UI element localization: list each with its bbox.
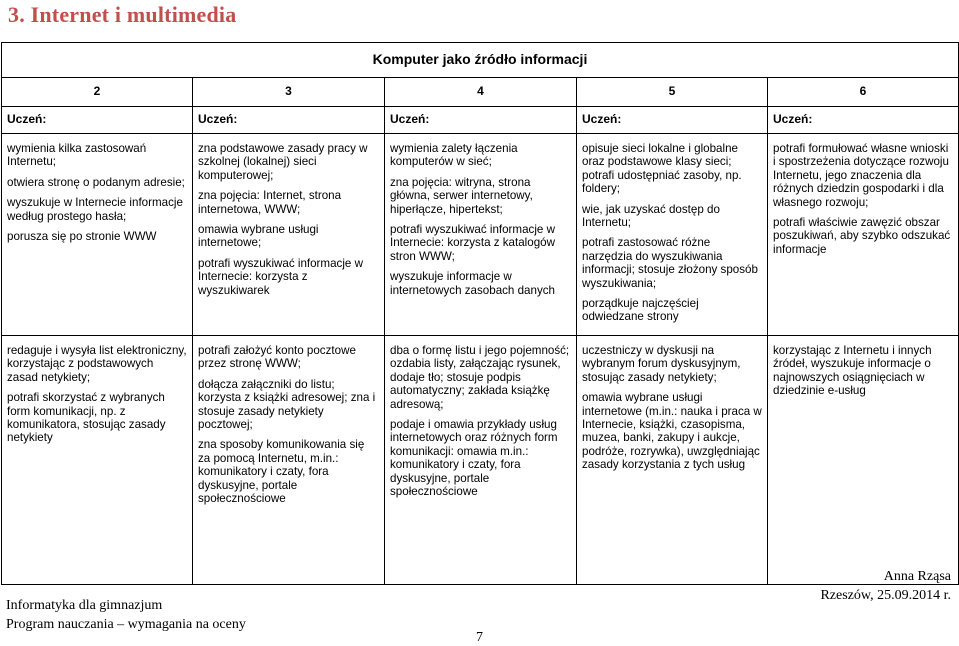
cell-grade-4 [385, 134, 577, 336]
requirement-item: wyszukuje informacje w internetowych zasobach danych [390, 270, 555, 297]
requirement-item: porządkuje najczęściej odwiedzane strony [582, 297, 699, 324]
requirement-item: potrafi formułować własne wnioski i spostrzeżenia dotyczące rozwoju Internetu, jego znaczenia dla różnych dziedzin gospodarki i dla własnego rozwoju; [773, 142, 949, 209]
requirement-item: dba o formę listu i jego pojemność; ozdabia listy, załączając rysunek, dodaje tło; stosuje podpis automatyczny; zakłada książkę adresową; [390, 344, 570, 411]
requirement-item: omawia wybrane usługi internetowe (m.in.: nauka i praca w Internecie, książki, czasopisma, muzea, banki, zakupy i aukcje, podróże, rozrywka), uwzględniając zasady korzystania z tych usług [582, 391, 762, 472]
requirements-table [1, 42, 959, 585]
grade-number-row [2, 78, 959, 107]
table-row [2, 134, 959, 336]
requirement-item: podaje i omawia przykłady usług internetowych oraz różnych form komunikacji: omawia m.in.: komunikatory i czaty, fora dyskusyjne, portale społecznościowe [390, 418, 558, 499]
requirement-item: zna pojęcia: Internet, strona internetowa, WWW; [198, 189, 342, 216]
table-title: Komputer jako źródło informacji [2, 43, 959, 78]
page-number: 7 [476, 630, 483, 645]
cell-grade-2 [2, 336, 193, 585]
cell-grade-5 [577, 134, 768, 336]
grade-6: 6 [768, 78, 959, 107]
footer-program-info [6, 596, 246, 634]
requirement-item: zna sposoby komunikowania się za pomocą Internetu, m.in.: komunikatory i czaty, fora dyskusyjne, portale społecznościowe [198, 438, 365, 506]
requirement-item: redaguje i wysyła list elektroniczny, korzystając z podstawowych zasad netykiety; [7, 344, 187, 384]
grade-2: 2 [2, 78, 193, 107]
requirement-item: opisuje sieci lokalne i globalne oraz podstawowe klasy sieci; potrafi udostępniać zasoby, np. foldery; [582, 142, 742, 196]
requirement-item: uczestniczy w dyskusji na wybranym forum dyskusyjnym, stosując zasady netykiety; [582, 344, 741, 384]
grade-5: 5 [577, 78, 768, 107]
cell-grade-4 [385, 336, 577, 585]
cell-grade-2 [2, 134, 193, 336]
grade-3: 3 [193, 78, 385, 107]
requirement-item: potrafi zastosować różne narzędzia do wyszukiwania informacji; stosuje złożony sposób wyszukiwania; [582, 236, 758, 290]
requirement-item: potrafi wyszukiwać informacje w Internecie: korzysta z wyszukiwarek [198, 256, 363, 297]
requirement-item: wyszukuje w Internecie informacje według prostego hasła; [7, 196, 183, 223]
section-heading: 3. Internet i multimedia [8, 2, 237, 27]
column-header: Uczeń: [2, 107, 193, 134]
requirement-item: potrafi właściwie zawęzić obszar poszukiwań, aby szybko odszukać informacje [773, 216, 951, 256]
table-row [2, 336, 959, 585]
table-title-row [2, 43, 959, 78]
cell-grade-6 [768, 134, 959, 336]
column-header: Uczeń: [768, 107, 959, 134]
footer-author-info [820, 567, 951, 605]
place-date: Rzeszów, 25.09.2014 r. [820, 588, 951, 603]
requirement-item: zna pojęcia: witryna, strona główna, serwer internetowy, hiperłącze, hipertekst; [390, 175, 533, 216]
requirement-item: wymienia kilka zastosowań Internetu; [7, 142, 147, 169]
header-row [2, 107, 959, 134]
cell-grade-3 [193, 134, 385, 336]
requirement-item: korzystając z Internetu i innych źródeł, wyszukuje informacje o najnowszych osiągnięciach w dziedzinie e-usług [773, 344, 932, 398]
column-header: Uczeń: [385, 107, 577, 134]
cell-grade-3 [193, 336, 385, 585]
grade-4: 4 [385, 78, 577, 107]
footer-course-name: Informatyka dla gimnazjum [6, 598, 163, 613]
requirement-item: otwiera stronę o podanym adresie; [7, 175, 185, 189]
cell-grade-5 [577, 336, 768, 585]
requirement-item: potrafi wyszukiwać informacje w Internecie: korzysta z katalogów stron WWW; [390, 223, 555, 263]
requirement-item: wymienia zalety łączenia komputerów w sieć; [390, 142, 518, 169]
requirement-item: wie, jak uzyskać dostęp do Internetu; [582, 202, 720, 230]
requirement-item: potrafi założyć konto pocztowe przez stronę WWW; [198, 344, 356, 371]
requirement-item: dołącza załączniki do listu; korzysta z książki adresowej; zna i stosuje zasady netykiety pocztowej; [198, 377, 376, 432]
requirement-item: porusza się po stronie WWW [7, 230, 157, 244]
requirement-item: omawia wybrane usługi internetowe; [198, 223, 319, 250]
author-name: Anna Rząsa [883, 569, 951, 584]
cell-grade-6 [768, 336, 959, 585]
requirement-item: zna podstawowe zasady pracy w szkolnej (lokalnej) sieci komputerowej; [198, 142, 368, 182]
column-header: Uczeń: [577, 107, 768, 134]
column-header: Uczeń: [193, 107, 385, 134]
footer-program-name: Program nauczania – wymagania na oceny [6, 617, 246, 632]
requirement-item: potrafi skorzystać z wybranych form komunikacji, np. z komunikatora, stosując zasady netykiety [7, 391, 166, 445]
